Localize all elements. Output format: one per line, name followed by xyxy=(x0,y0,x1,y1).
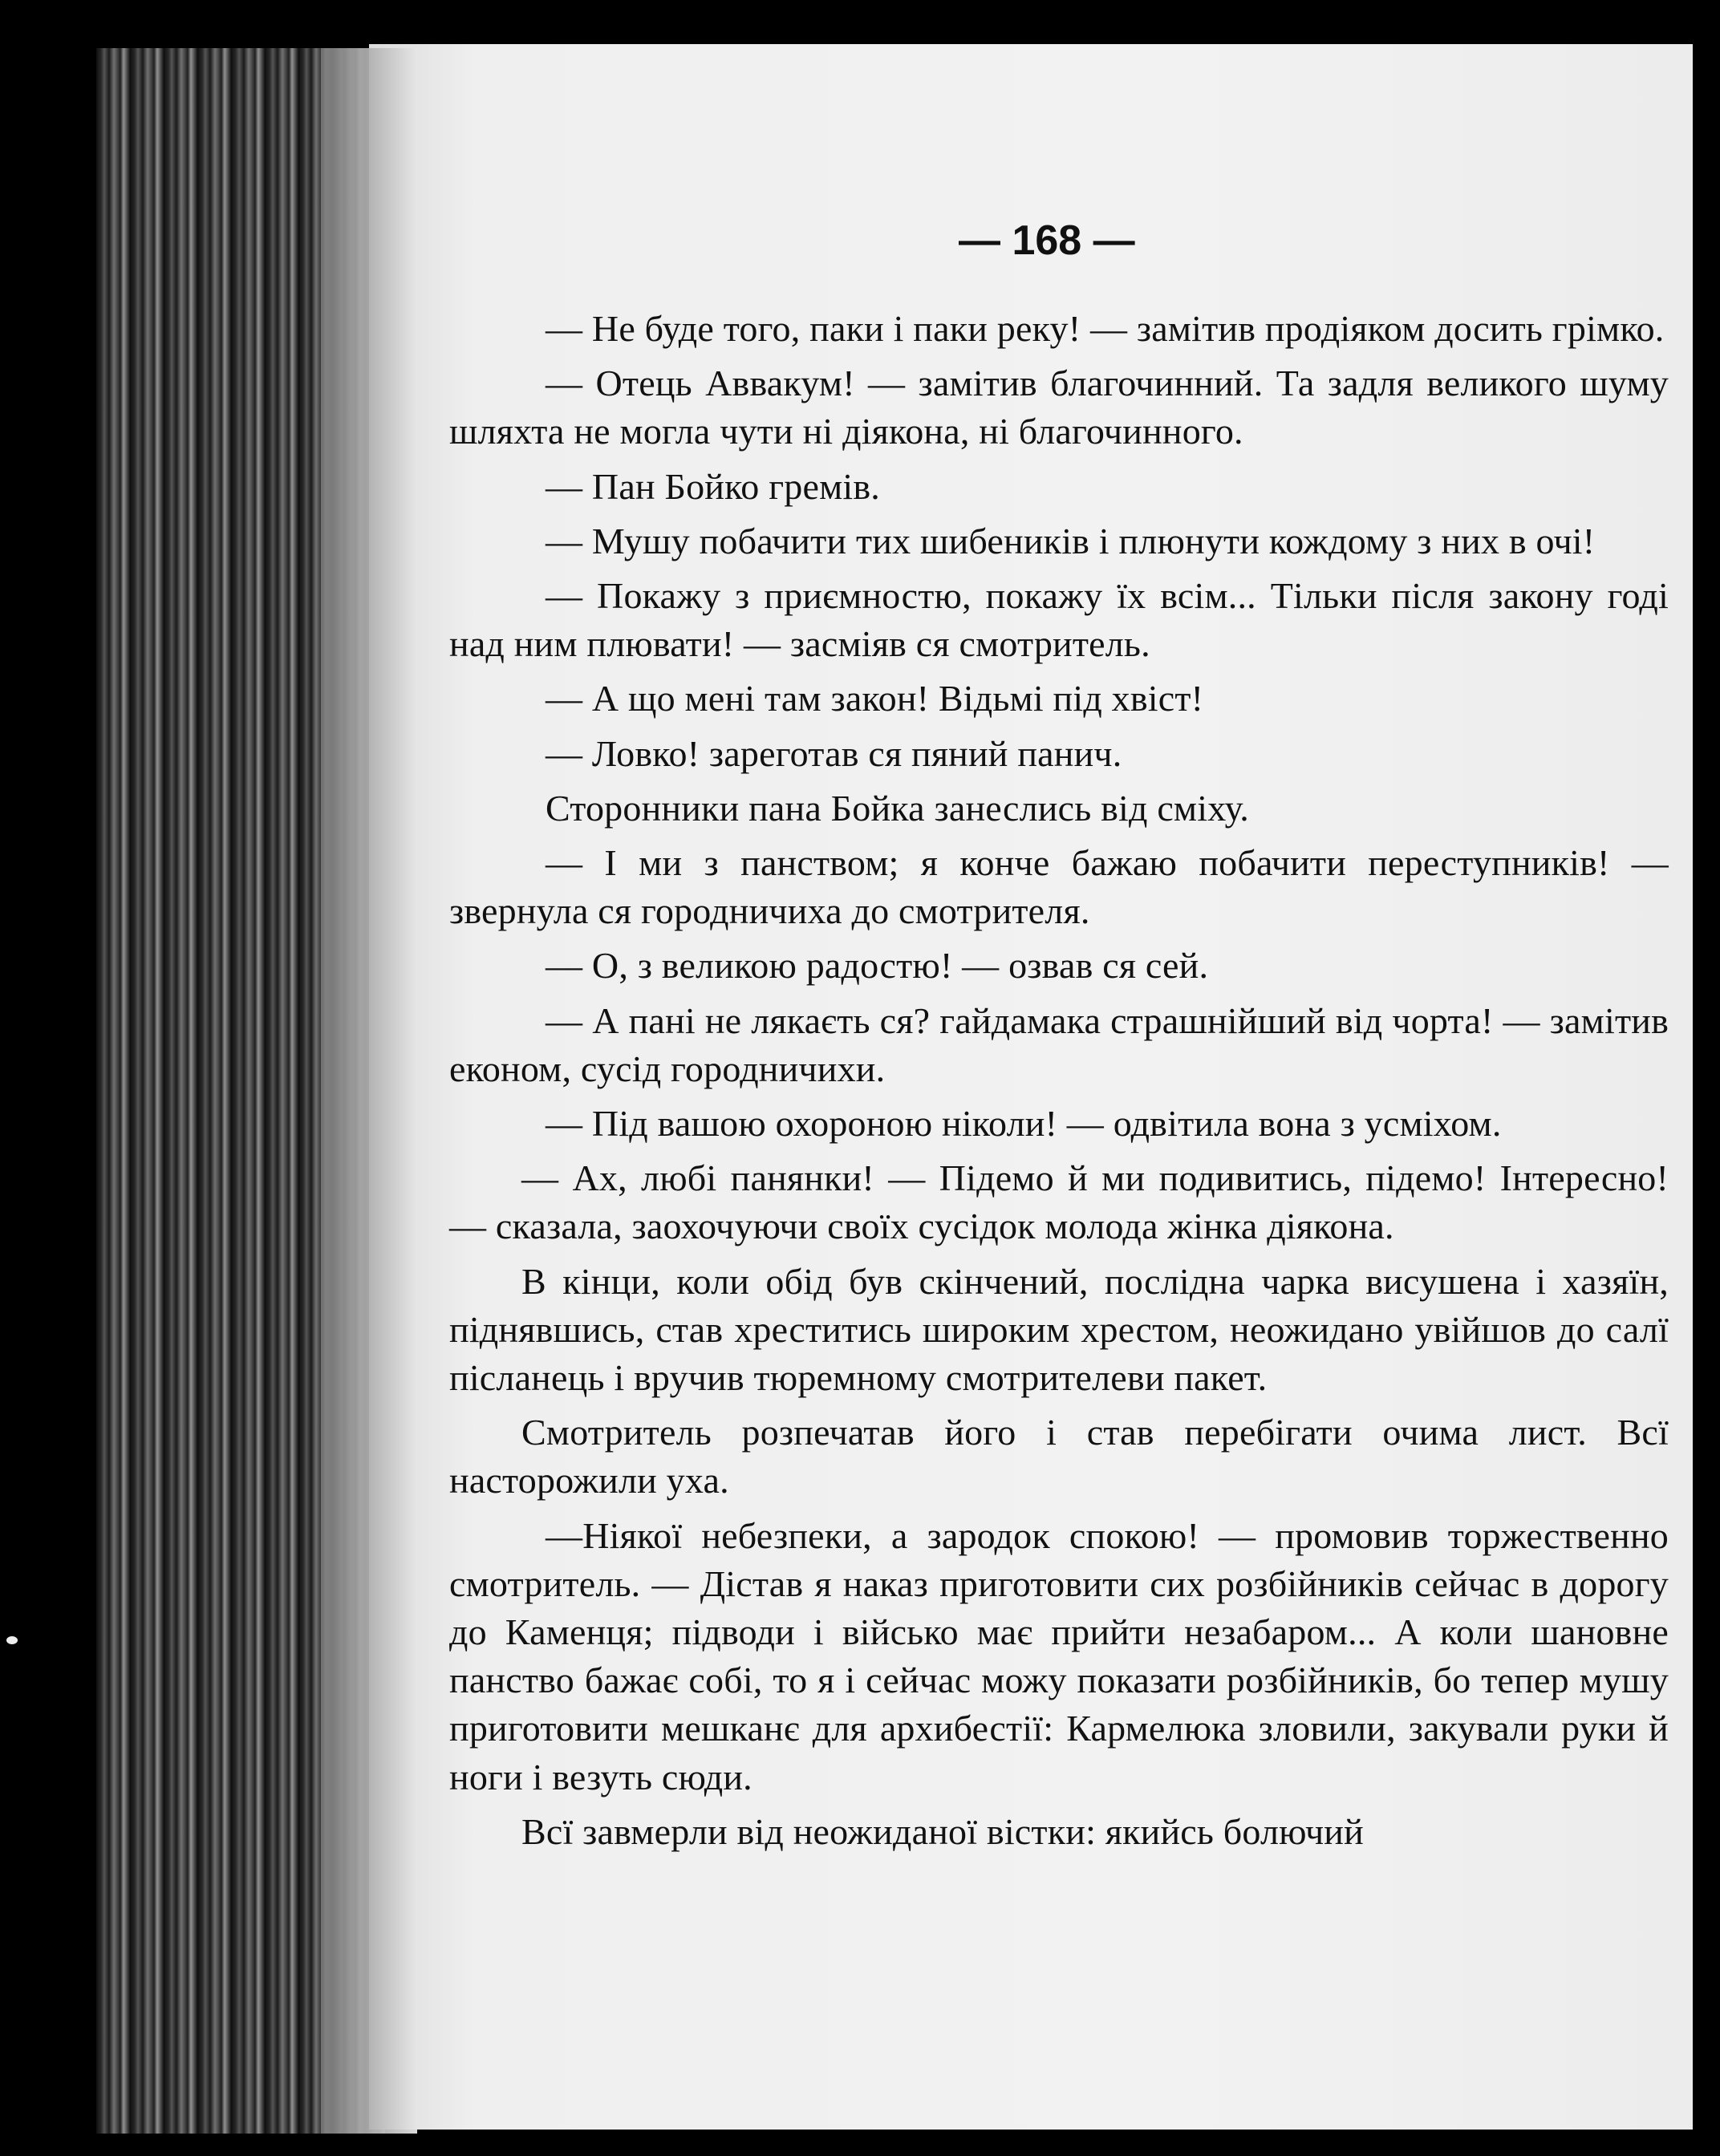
paragraph: — Покажу з приємностю, покажу їх всім... Тільки після закону годі над ним плювати! — засміяв ся смотритель. xyxy=(449,575,1669,665)
page-text xyxy=(449,217,1669,1862)
paragraph: Смотритель розпечатав його і став перебігати очима лист. Всї насторожили уха. xyxy=(449,1412,1669,1502)
paragraph: — Під вашою охороною ніколи! — одвітила вона з усміхом. xyxy=(546,1103,1502,1145)
paragraph: — Ловко! зареготав ся пяний панич. xyxy=(546,732,1122,774)
paragraph: В кінци, коли обід був скінчений, послідна чарка висушена і хазяїн, піднявшись, став хреститись широким хрестом, неожидано увійшов до салї післанець і вручив тюремному смотрителеви пакет. xyxy=(449,1260,1669,1399)
paragraph: — Пан Бойко гремів. xyxy=(546,465,880,507)
paragraph: — А пані не лякаєть ся? гайдамака страшнійший від чорта! — замітив економ, сусід городничихи. xyxy=(449,999,1669,1089)
page-gutter-shadow xyxy=(321,48,417,2134)
paragraph: — А що мені там закон! Відьмі під хвіст! xyxy=(546,678,1204,719)
paragraph: Всї завмерли від неожиданої вістки: якийсь болючий xyxy=(521,1810,1364,1852)
paragraph: — Ах, любі панянки! — Підемо й ми подивитись, підемо! Інтересно! — сказала, заохочуючи своїх сусідок молода жінка діякона. xyxy=(449,1157,1669,1247)
paragraph: Сторонники пана Бойка занеслись від сміху. xyxy=(546,787,1249,829)
paragraph: — О, з великою радостю! — озвав ся сей. xyxy=(546,945,1209,987)
paragraph: — Мушу побачити тих шибеників і плюнути кождому з них в очі! xyxy=(546,520,1596,561)
paragraph: — Не буде того, паки і паки реку! — замітив продіяком досить грімко. xyxy=(546,308,1665,349)
scan-speck xyxy=(6,1636,18,1644)
paragraph: — І ми з панством; я конче бажаю побачити переступників! — звернула ся городничиха до смотрителя. xyxy=(449,842,1669,932)
paragraph: —Ніякої небезпеки, а зародок спокою! — промовив торжественно смотритель. — Дістав я наказ приготовити сих розбійників сейчас в дорогу до Каменця; підводи і військо має прийти незабаром... А коли шановне панство бажає собі, то я і сейчас можу показати розбійників, бо тепер мушу приготовити мешканє для архибестії: Кармелюка зловили, закували руки й ноги і везуть сюди. xyxy=(449,1514,1669,1797)
page-number: — 168 — xyxy=(959,217,1135,264)
paragraph: — Отець Аввакум! — замітив благочинний. Та задля великого шуму шляхта не могла чути ні діякона, ні благочинного. xyxy=(449,363,1669,452)
